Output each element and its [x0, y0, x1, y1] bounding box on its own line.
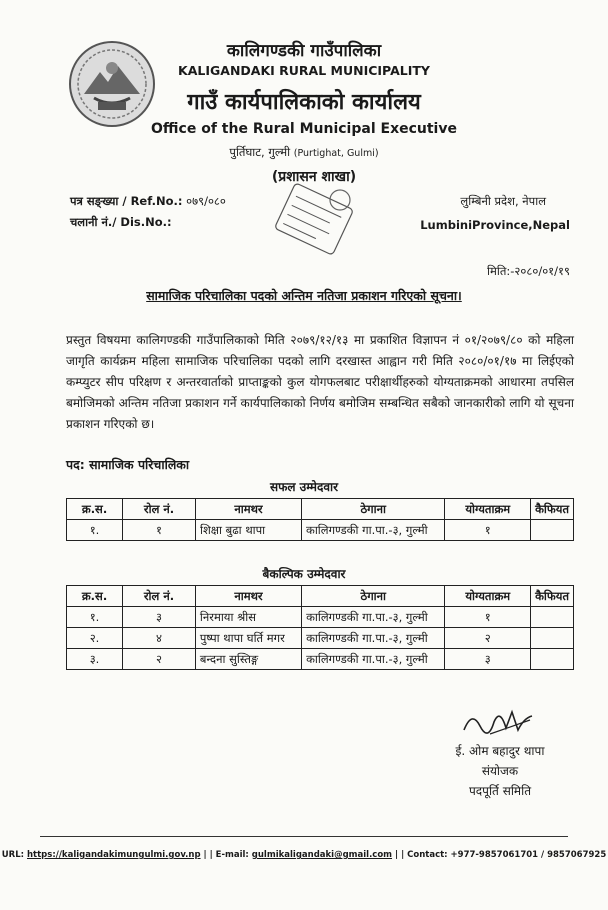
- alternate-caption: बैकल्पिक उम्मेदवार: [262, 567, 346, 581]
- cell-name: निरमाया श्रीस: [195, 607, 301, 628]
- cell-remarks: [531, 628, 574, 649]
- cell-remarks: [531, 649, 574, 670]
- table-row: [67, 649, 574, 670]
- ref-label: पत्र सङ्ख्या / Ref.No.:: [70, 194, 183, 208]
- alternate-table: [66, 585, 574, 670]
- footer-divider: [40, 836, 568, 837]
- cell-sn: १.: [67, 607, 123, 628]
- footer-url-link[interactable]: https://kaligandakimungulmi.gov.np: [27, 850, 201, 860]
- col-roll: रोल नं.: [123, 586, 196, 607]
- cell-sn: १.: [67, 520, 123, 541]
- signatory-role: संयोजक: [481, 764, 519, 778]
- col-remarks: कैफियत: [531, 499, 574, 520]
- footer-email-link[interactable]: gulmikaligandaki@gmail.com: [251, 850, 393, 860]
- cell-roll: ३: [123, 607, 196, 628]
- col-rank: योग्यताक्रम: [445, 586, 531, 607]
- ref-number: [70, 194, 226, 209]
- footer: [0, 850, 608, 860]
- office-stamp: [268, 178, 360, 260]
- signatory-name: ई. ओम बहादुर थापा: [455, 744, 545, 758]
- cell-address: कालिगण्डकी गा.पा.-३, गुल्मी: [302, 628, 445, 649]
- cell-address: कालिगण्डकी गा.पा.-३, गुल्मी: [302, 607, 445, 628]
- org-name-english: KALIGANDAKI RURAL MUNICIPALITY: [178, 63, 430, 78]
- col-roll: रोल नं.: [123, 499, 196, 520]
- section-name: (प्रशासन शाखा): [271, 169, 357, 185]
- address-english: (Purtighat, Gulmi): [293, 148, 379, 159]
- footer-email-label: | | E-mail:: [203, 850, 249, 860]
- cell-address: कालिगण्डकी गा.पा.-३, गुल्मी: [302, 520, 445, 541]
- cell-sn: ३.: [67, 649, 123, 670]
- cell-rank: १: [445, 607, 531, 628]
- col-address: ठेगाना: [302, 586, 445, 607]
- successful-table: [66, 498, 574, 541]
- address-nepali: पुर्तिघाट, गुल्मी: [229, 145, 291, 159]
- col-name: नामथर: [195, 499, 301, 520]
- office-name-nepali: गाउँ कार्यपालिकाको कार्यालय: [187, 90, 421, 115]
- cell-address: कालिगण्डकी गा.पा.-३, गुल्मी: [302, 649, 445, 670]
- province-english: LumbiniProvince,Nepal: [420, 218, 570, 232]
- successful-caption: सफल उम्मेदवार: [269, 480, 339, 494]
- col-remarks: कैफियत: [531, 586, 574, 607]
- ref-value: ०७९/०८०: [186, 194, 226, 208]
- cell-remarks: [531, 520, 574, 541]
- cell-roll: १: [123, 520, 196, 541]
- table-header-row: [67, 499, 574, 520]
- footer-url-label: URL:: [1, 850, 25, 860]
- cell-name: शिक्षा बुढा थापा: [195, 520, 301, 541]
- province-nepali: लुम्बिनी प्रदेश, नेपाल: [460, 194, 546, 208]
- table-row: [67, 520, 574, 541]
- col-name: नामथर: [195, 586, 301, 607]
- cell-rank: २: [445, 628, 531, 649]
- cell-rank: १: [445, 520, 531, 541]
- subject-text: सामाजिक परिचालिका पदको अन्तिम नतिजा प्रकाशन गरिएको सूचना।: [146, 288, 462, 303]
- office-name-english: Office of the Rural Municipal Executive: [151, 121, 457, 137]
- col-rank: योग्यताक्रम: [445, 499, 531, 520]
- notice-date: मिति:-२०८०/०१/१९: [486, 264, 570, 278]
- org-name-nepali: कालिगण्डकी गाउँपालिका: [226, 41, 382, 61]
- col-sn: क्र.स.: [67, 586, 123, 607]
- notice-subject: [0, 287, 608, 304]
- cell-name: पुष्पा थापा घर्ति मगर: [195, 628, 301, 649]
- cell-rank: ३: [445, 649, 531, 670]
- col-sn: क्र.स.: [67, 499, 123, 520]
- signatory-committee: पदपूर्ति समिति: [468, 784, 532, 798]
- table-header-row: [67, 586, 574, 607]
- cell-remarks: [531, 607, 574, 628]
- dis-number: [70, 215, 172, 230]
- cell-roll: ४: [123, 628, 196, 649]
- cell-sn: २.: [67, 628, 123, 649]
- dis-label: चलानी नं./ Dis.No.:: [70, 215, 172, 229]
- col-address: ठेगाना: [302, 499, 445, 520]
- notice-body: प्रस्तुत विषयमा कालिगण्डकी गाउँपालिकाको मिति २०७९/१२/१३ मा प्रकाशित विज्ञापन नं ०१/२०७९/८० को महिला जागृति कार्यक्रम महिला सामाजिक परिचालिका पदको लागि दरखास्त आह्वान गरी मिति २०८०/०१/१७ मा लिईएको कम्प्युटर सीप परिक्षण र अन्तरवार्ताको प्राप्ताङ्कको कुल योगफलबाट परीक्षार्थीहरुको योग्यताक्रमको आधारमा तपसिल बमोजिमको अन्तिम नतिजा प्रकाशन गर्ने कार्यपालिकाको निर्णय बमोजिम सम्बन्धित सबैको जानकारीको लागि यो सूचना प्रकाशन गरिएको छ।: [66, 333, 574, 431]
- post-title: पद: सामाजिक परिचालिका: [66, 457, 190, 472]
- signature: [460, 700, 540, 742]
- cell-roll: २: [123, 649, 196, 670]
- footer-contact: | | Contact: +977-9857061701 / 9857067925: [395, 850, 607, 860]
- cell-name: बन्दना सुस्तिङ्ग: [195, 649, 301, 670]
- table-row: [67, 607, 574, 628]
- address: [0, 145, 608, 160]
- table-row: [67, 628, 574, 649]
